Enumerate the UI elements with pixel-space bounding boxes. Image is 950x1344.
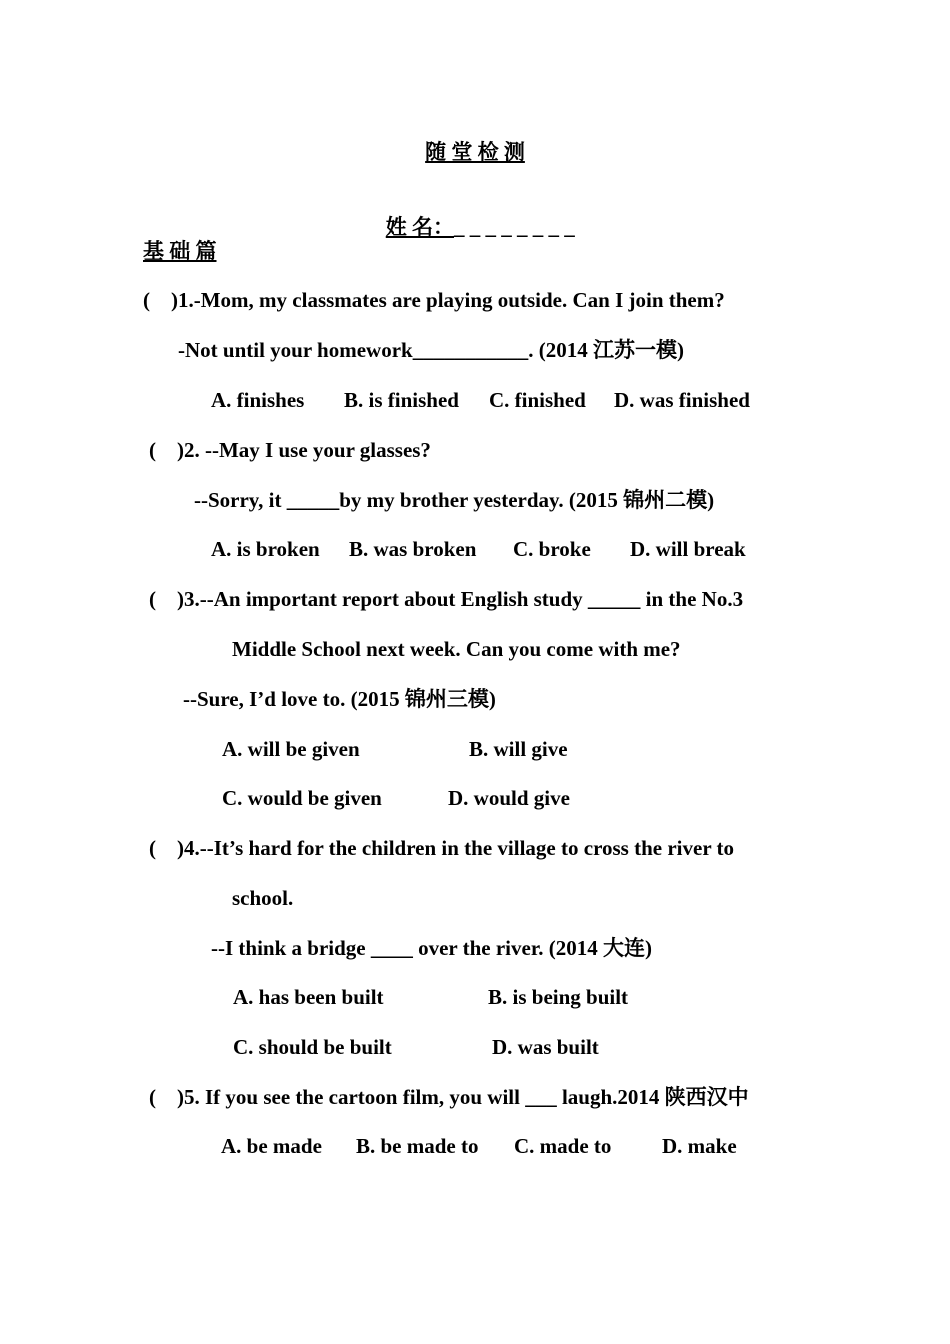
question-4-option-c[interactable]: C. should be built [233, 1035, 392, 1059]
question-3-option-b[interactable]: B. will give [469, 737, 568, 761]
question-1-line-1: ( )1.-Mom, my classmates are playing outside. Can I join them? [143, 288, 725, 312]
question-4-option-a[interactable]: A. has been built [233, 985, 384, 1009]
question-1-option-b[interactable]: B. is finished [344, 388, 459, 412]
question-3-option-c[interactable]: C. would be given [222, 786, 382, 810]
question-5-option-b[interactable]: B. be made to [356, 1134, 479, 1158]
page-title: 随 堂 检 测 [425, 140, 525, 164]
question-4-option-d[interactable]: D. was built [492, 1035, 599, 1059]
question-2-option-a[interactable]: A. is broken [211, 537, 320, 561]
question-4-line-1: ( )4.--It’s hard for the children in the village to cross the river to [149, 836, 735, 860]
question-3-line-1: ( )3.--An important report about English study _____ in the No.3 [149, 587, 744, 611]
question-2-option-c[interactable]: C. broke [513, 537, 591, 561]
question-4-line-2: school. [232, 886, 294, 910]
question-1-option-c[interactable]: C. finished [489, 388, 586, 412]
question-2-line-1: ( )2. --May I use your glasses? [149, 438, 431, 462]
question-5-option-a[interactable]: A. be made [221, 1134, 322, 1158]
question-2-option-d[interactable]: D. will break [630, 537, 746, 561]
question-2-option-b[interactable]: B. was broken [349, 537, 477, 561]
section-heading: 基 础 篇 [143, 239, 217, 263]
question-2-line-2: --Sorry, it _____by my brother yesterday. (2015 锦州二模) [194, 488, 715, 512]
question-3-line-2: Middle School next week. Can you come with me? [232, 637, 681, 661]
question-3-option-d[interactable]: D. would give [448, 786, 570, 810]
question-4-option-b[interactable]: B. is being built [488, 985, 629, 1009]
question-1-line-2: -Not until your homework___________. (2014 江苏一模) [178, 338, 684, 362]
name-field-row [0, 188, 950, 240]
question-3-option-a[interactable]: A. will be given [222, 737, 360, 761]
question-4-line-3: --I think a bridge ____ over the river. (2014 大连) [211, 936, 652, 960]
question-5-line-1: ( )5. If you see the cartoon film, you will ___ laugh.2014 陕西汉中 [149, 1085, 749, 1109]
question-1-option-d[interactable]: D. was finished [614, 388, 750, 412]
question-5-option-c[interactable]: C. made to [514, 1134, 612, 1158]
name-label: 姓 名： [385, 215, 454, 239]
name-blank[interactable]: _ _ _ _ _ _ _ _ [454, 215, 575, 239]
question-5-option-d[interactable]: D. make [662, 1134, 737, 1158]
question-3-line-3: --Sure, I’d love to. (2015 锦州三模) [183, 687, 496, 711]
question-1-option-a[interactable]: A. finishes [211, 388, 305, 412]
